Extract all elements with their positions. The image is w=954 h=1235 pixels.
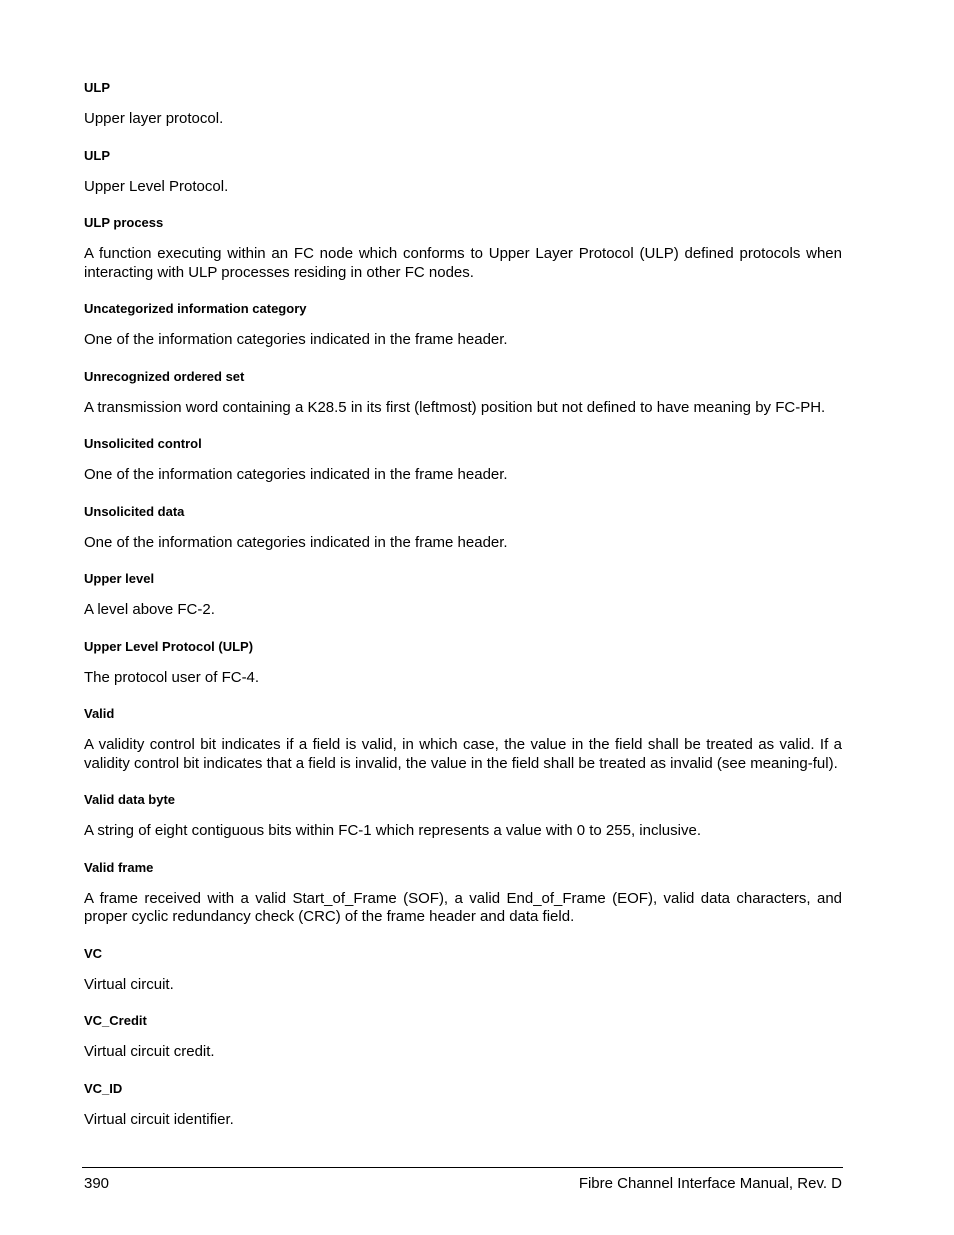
glossary-definition: A function executing within an FC node which conforms to Upper Layer Protocol (ULP) defined protocols when interacting with ULP processes residing in other FC nodes. (84, 245, 842, 281)
glossary-definition: Virtual circuit. (84, 975, 174, 993)
glossary-entry (84, 504, 842, 553)
glossary-term: VC_Credit (84, 1013, 147, 1028)
glossary-definition: A string of eight contiguous bits within FC-1 which represents a value with 0 to 255, inclusive. (84, 822, 701, 839)
glossary-definition: A frame received with a valid Start_of_Frame (SOF), a valid End_of_Frame (EOF), valid data characters, and proper cyclic redundancy check (CRC) of the frame header and data field. (84, 889, 842, 925)
glossary-definition: A validity control bit indicates if a field is valid, in which case, the value in the field shall be treated as valid. If a validity control bit indicates that a field is invalid, the value in the field shall be treated as invalid (see meaning-ful). (84, 736, 842, 772)
glossary-term: Valid data byte (84, 792, 176, 807)
glossary-definition: One of the information categories indicated in the frame header. (84, 533, 508, 551)
glossary-term: Upper Level Protocol (ULP) (84, 638, 254, 654)
glossary-list (84, 80, 842, 1148)
glossary-term: Unsolicited data (84, 503, 185, 519)
glossary-entry (84, 369, 842, 418)
glossary-entry (84, 80, 842, 129)
glossary-entry (84, 215, 842, 282)
glossary-term: ULP (84, 80, 110, 95)
glossary-definition: One of the information categories indicated in the frame header. (84, 466, 508, 483)
glossary-definition: Virtual circuit identifier. (84, 1110, 234, 1128)
glossary-entry (84, 792, 842, 841)
document-title: Fibre Channel Interface Manual, Rev. D (578, 1175, 842, 1192)
glossary-entry (84, 860, 842, 927)
glossary-definition: Upper Level Protocol. (84, 177, 229, 195)
glossary-definition: A level above FC-2. (84, 601, 215, 618)
glossary-entry (84, 706, 842, 773)
glossary-entry (84, 1013, 842, 1062)
page-footer (84, 1175, 842, 1193)
glossary-term: ULP (84, 147, 110, 163)
glossary-definition: Upper layer protocol. (84, 110, 224, 127)
glossary-entry (84, 436, 842, 485)
glossary-entry (84, 148, 842, 197)
glossary-term: Unsolicited control (84, 436, 202, 451)
glossary-term: Valid frame (84, 859, 154, 875)
glossary-entry (84, 946, 842, 995)
glossary-definition: Virtual circuit credit. (84, 1043, 215, 1060)
glossary-entry (84, 1081, 842, 1130)
glossary-term: Unrecognized ordered set (84, 368, 245, 384)
glossary-definition: A transmission word containing a K28.5 in its first (leftmost) position but not defined to have meaning by FC-PH. (84, 398, 826, 416)
glossary-entry (84, 639, 842, 688)
glossary-term: VC_ID (84, 1080, 123, 1096)
glossary-term: VC (84, 945, 103, 961)
footer-divider (82, 1167, 843, 1168)
page-number: 390 (84, 1175, 110, 1192)
glossary-entry (84, 301, 842, 350)
glossary-definition: One of the information categories indicated in the frame header. (84, 331, 508, 348)
glossary-term: Uncategorized information category (84, 301, 307, 316)
glossary-term: Valid (84, 706, 115, 721)
glossary-entry (84, 571, 842, 620)
glossary-term: Upper level (84, 571, 155, 586)
glossary-definition: The protocol user of FC-4. (84, 668, 260, 686)
glossary-term: ULP process (84, 215, 164, 230)
